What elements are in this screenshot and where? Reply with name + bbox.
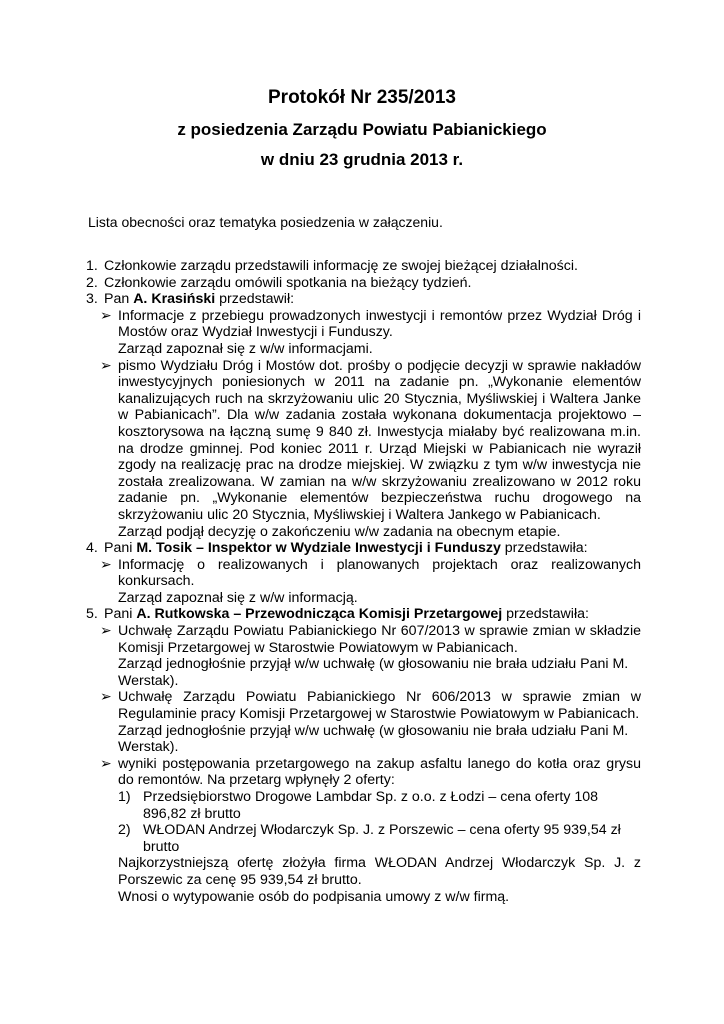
heading-prefix: Pani (104, 606, 137, 623)
arrow-bullet-icon: ➢ (100, 755, 112, 772)
bullet-text: Uchwałę Zarządu Powiatu Pabianickiego Nr 606/2013 w sprawie zmian w Regulaminie pracy Komisji Przetargowej w Starostwie Powiatowym w Pabianicach. (118, 689, 641, 723)
item-number: 5. (86, 606, 98, 623)
contract-request: Wnosi o wytypowanie osób do podpisania umowy z w/w firmą. (118, 888, 510, 905)
item-heading (86, 291, 641, 308)
agenda-item-4 (86, 540, 641, 557)
board-decision: Zarząd jednogłośnie przyjął w/w uchwałę (w głosowaniu nie brała udziału Pani M. Werstak). (118, 722, 629, 756)
bullet-text: pismo Wydziału Dróg i Mostów dot. prośby o podjęcie decyzji w sprawie nakładów inwestycyjnych poniesionych w 2011 na zadanie pn. „Wykonanie elementów kanalizujących ruch na skrzyżowaniu ulic 20 Stycznia, Myśliwskiej i Waltera Janke w Pabianicach”. Dla w/w zadania została wykonana dokumentacja projektowo – kosztorysowa na łączną sumę 9 840 zł. Inwestycja miałaby być realizowana m.in. na drodze gminnej. Pod koniec 2011 r. Urząd Miejski w Pabianicach nie wyraził zgody na realizację prac na drodze miejskiej. W związku z tym w/w inwestycja nie została zrealizowana. W zamian na w/w skrzyżowaniu zrealizowano w 2012 roku zadanie pn. „Wykonanie elementów bezpieczeństwa ruchu drogowego na skrzyżowaniu ulic 20 Stycznia, Myśliwskiej i Waltera Jankego w Pabianicach. (118, 357, 641, 523)
bullet-text: Informację o realizowanych i planowanych projektach oraz realizowanych konkursach. (118, 556, 641, 590)
board-decision: Zarząd zapoznał się z w/w informacją. (118, 589, 358, 606)
bullet-text: Informacje z przebiegu prowadzonych inwestycji i remontów przez Wydział Dróg i Mostów oraz Wydział Inwestycji i Funduszy. (118, 307, 641, 341)
offer-text: WŁODAN Andrzej Włodarczyk Sp. J. z Porszewic – cena oferty 95 939,54 zł brutto (143, 822, 621, 855)
item-text: Członkowie zarządu omówili spotkania na bieżący tydzień. (104, 274, 472, 291)
bullet-item (86, 358, 641, 524)
best-offer-note: Najkorzystniejszą ofertę złożyła firma WŁODAN Andrzej Włodarczyk Sp. J. z Porszewic za cenę 95 939,54 zł brutto. (118, 855, 641, 888)
arrow-bullet-icon: ➢ (100, 357, 112, 374)
item-heading (86, 540, 641, 557)
item-number: 4. (86, 540, 98, 557)
heading-suffix: przedstawiła: (502, 606, 589, 623)
arrow-bullet-icon: ➢ (100, 689, 112, 706)
board-decision: Zarząd podjął decyzję o zakończeniu w/w zadania na obecnym etapie. (118, 523, 561, 540)
item-number: 2. (86, 274, 98, 291)
item-number: 3. (86, 291, 98, 308)
heading-prefix: Pani (104, 540, 137, 557)
protocol-title: Protokół Nr 235/2013 (268, 87, 456, 108)
offer-number: 1) (118, 789, 131, 805)
heading-suffix: przedstawił: (215, 291, 295, 308)
offer-text: Przedsiębiorstwo Drogowe Lambdar Sp. z o.o. z Łodzi – cena oferty 108 896,82 zł brutto (143, 789, 599, 822)
bullet-item (86, 756, 641, 789)
bullet-item (86, 308, 641, 341)
bullet-text: Uchwałę Zarządu Powiatu Pabianickiego Nr 607/2013 w sprawie zmian w składzie Komisji Przetargowej w Starostwie Powiatowym w Pabianicach. (118, 623, 641, 656)
agenda-item-5 (86, 606, 641, 623)
arrow-bullet-icon: ➢ (100, 623, 112, 640)
protocol-subtitle: z posiedzenia Zarządu Powiatu Pabianickiego (177, 120, 547, 139)
offer-number: 2) (118, 822, 131, 839)
arrow-bullet-icon: ➢ (100, 307, 112, 324)
item-heading (86, 606, 641, 623)
heading-suffix: przedstawiła: (500, 540, 588, 557)
intro-text: Lista obecności oraz tematyka posiedzenia w załączeniu. (88, 214, 443, 230)
protocol-date: w dniu 23 grudnia 2013 r. (260, 150, 464, 169)
offer-item (86, 789, 641, 822)
presenter-name: M. Tosik – Inspektor w Wydziale Inwestycji i Funduszy (136, 540, 501, 557)
heading-prefix: Pan (104, 291, 134, 308)
presenter-name: A. Rutkowska – Przewodnicząca Komisji Przetargowej (136, 606, 503, 623)
offer-item (86, 822, 641, 855)
item-text: Członkowie zarządu przedstawili informację ze swojej bieżącej działalności. (104, 258, 578, 274)
bullet-item (86, 623, 641, 656)
agenda-item-3 (86, 291, 641, 308)
agenda-item-2 (86, 275, 641, 292)
bullet-item (86, 557, 641, 590)
presenter-name: A. Krasiński (133, 291, 216, 308)
board-decision: Zarząd jednogłośnie przyjął w/w uchwałę (w głosowaniu nie brała udziału Pani M. Werstak). (118, 656, 629, 689)
item-number: 1. (86, 258, 98, 274)
bullet-text: wyniki postępowania przetargowego na zakup asfaltu lanego do kotła oraz grysu do remontów. Na przetarg wpłynęły 2 oferty: (118, 755, 641, 789)
agenda-item-1 (86, 258, 641, 275)
board-decision: Zarząd zapoznał się z w/w informacjami. (118, 340, 373, 357)
bullet-item (86, 689, 641, 722)
arrow-bullet-icon: ➢ (100, 556, 112, 573)
protocol-body (86, 258, 641, 905)
